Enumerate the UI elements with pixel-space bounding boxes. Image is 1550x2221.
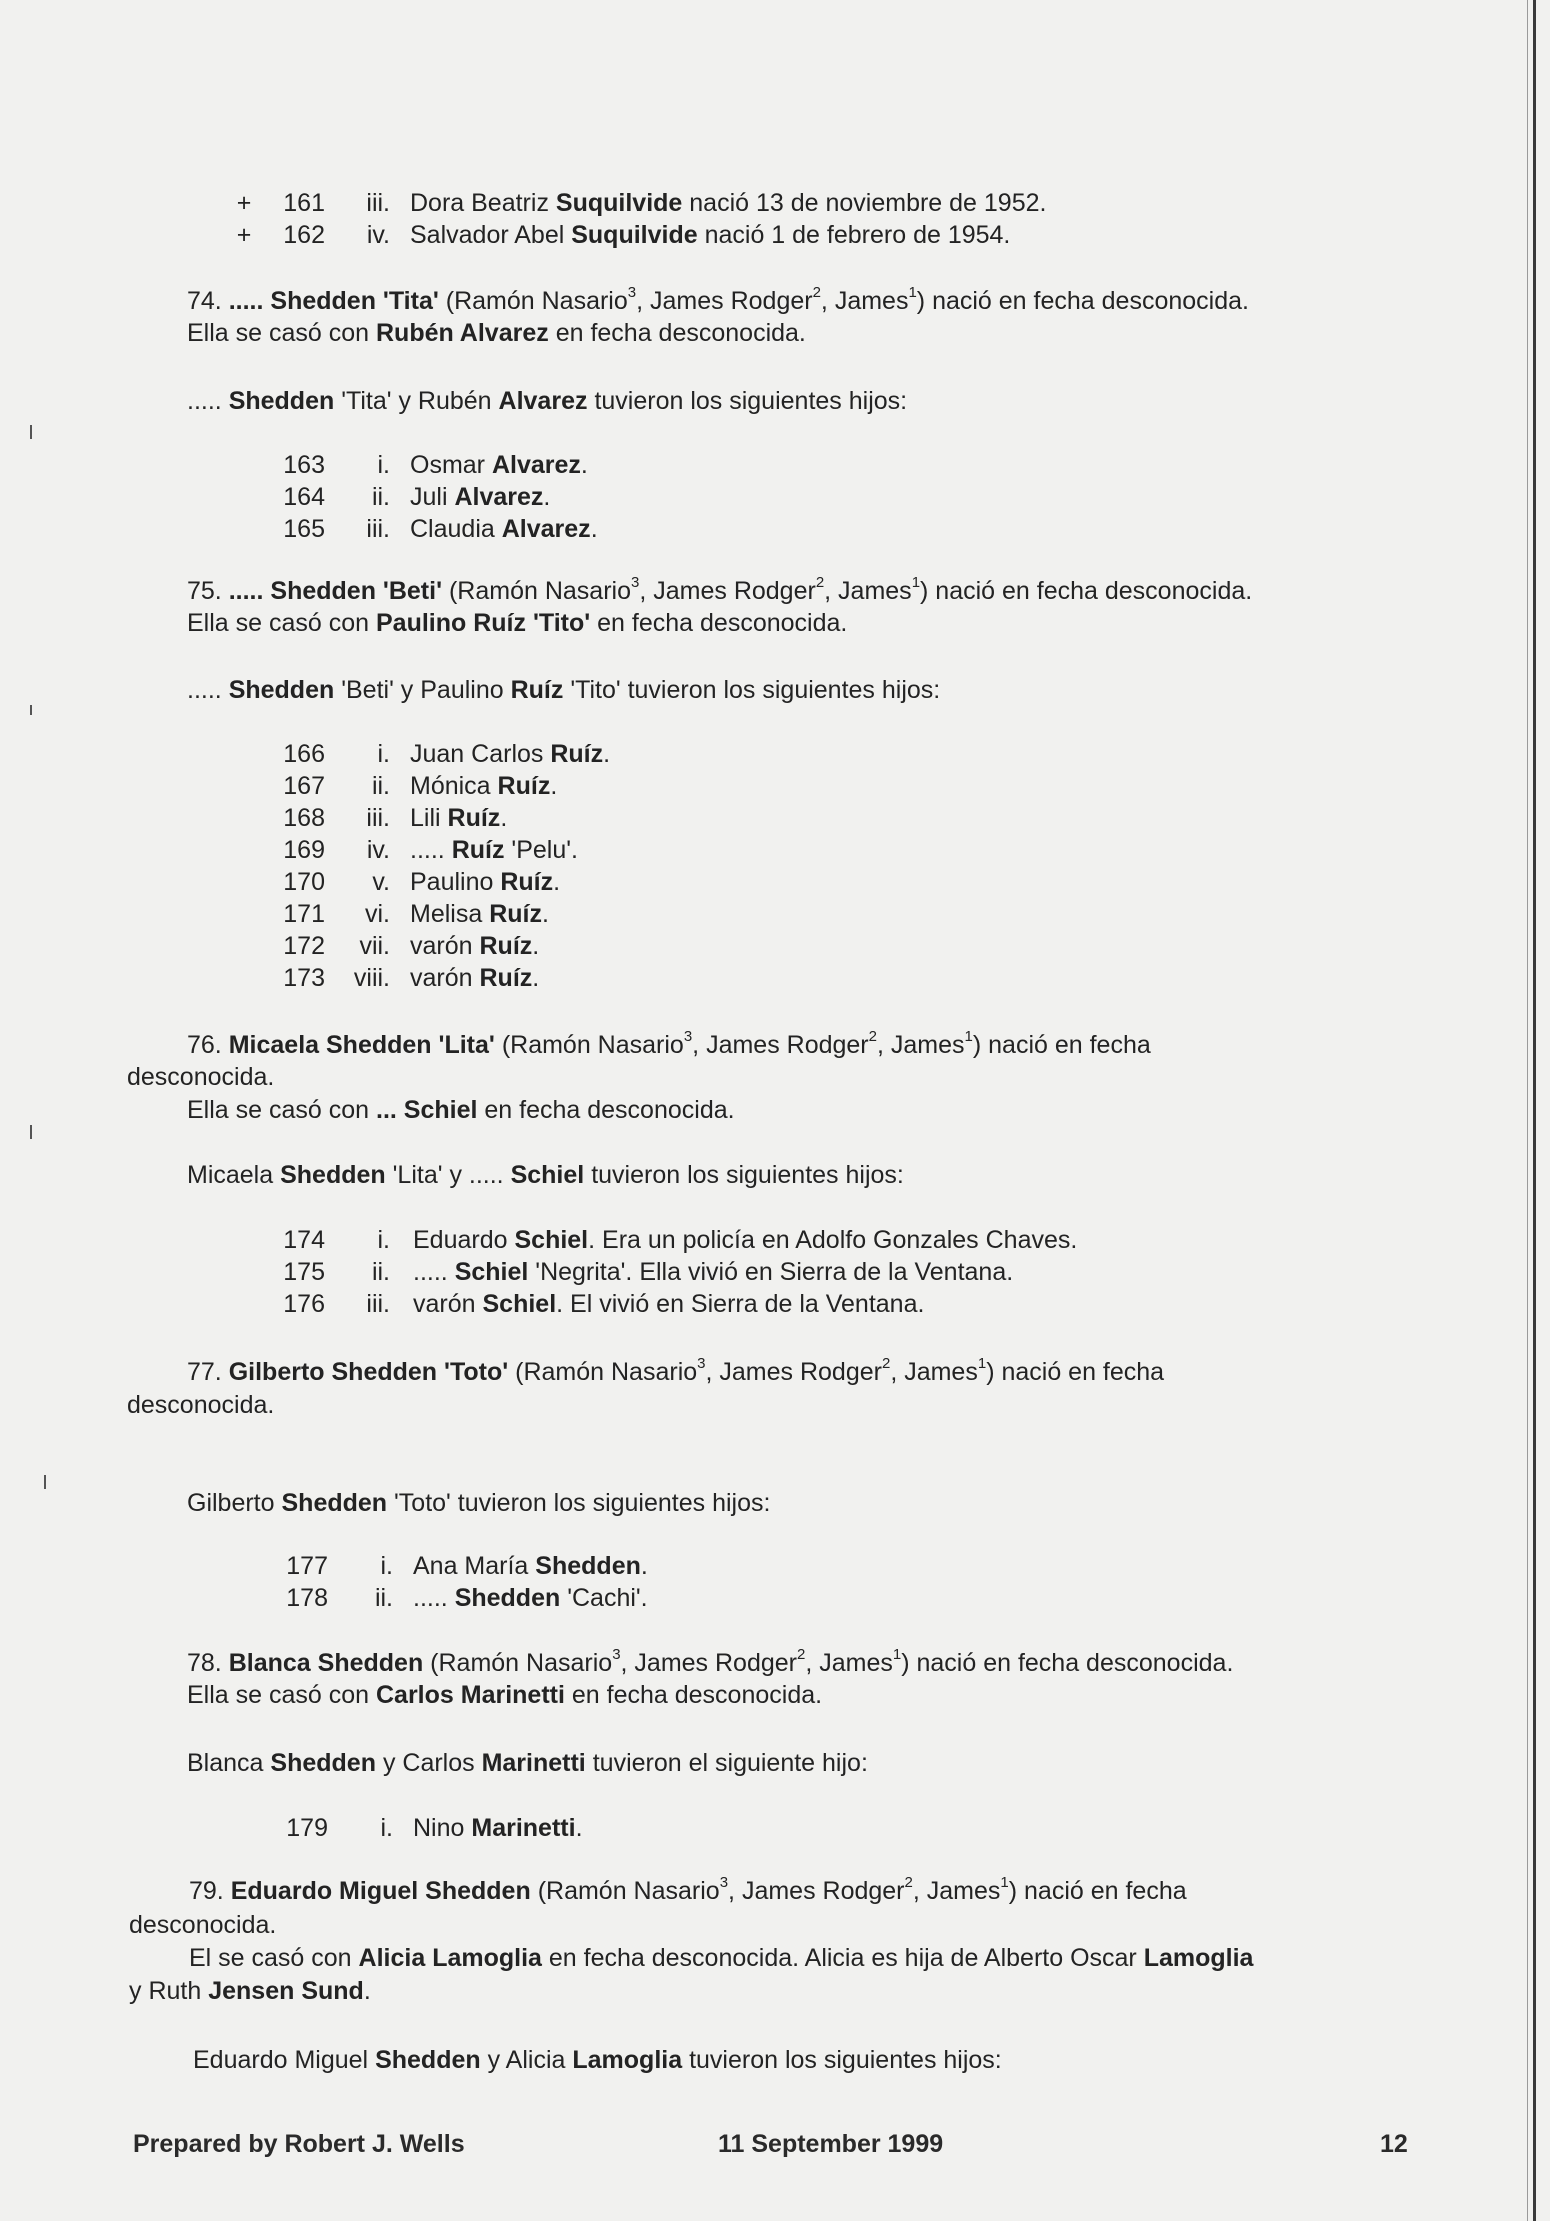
entry-78-heading: 78. Blanca Shedden (Ramón Nasario$^3$, James Rodger$^2$, James$^1$) nació en fecha desconocida. bbox=[187, 1645, 1234, 1677]
entry-75-marriage: Ella se casó con Paulino Ruíz 'Tito' en fecha desconocida. bbox=[187, 609, 848, 637]
scan-speck bbox=[30, 425, 32, 439]
entry-79-heading: 79. Eduardo Miguel Shedden (Ramón Nasario$^3$, James Rodger$^2$, James$^1$) nació en fecha bbox=[189, 1873, 1187, 1905]
entry-79-marriage-cont: y Ruth Jensen Sund. bbox=[129, 1977, 371, 2005]
entry-79-wrap: desconocida. bbox=[129, 1911, 277, 1939]
entry-76-children-intro: Micaela Shedden 'Lita' y ..... Schiel tuvieron los siguientes hijos: bbox=[187, 1161, 904, 1189]
entry-77-heading: 77. Gilberto Shedden 'Toto' (Ramón Nasario$^3$, James Rodger$^2$, James$^1$) nació en fecha bbox=[187, 1354, 1165, 1386]
page-edge-shadow bbox=[1527, 0, 1528, 2221]
page-number: 12 bbox=[1380, 2130, 1408, 2158]
footer-date: 11 September 1999 bbox=[718, 2130, 944, 2158]
entry-76-wrap: desconocida. bbox=[127, 1063, 275, 1091]
entry-74-marriage: Ella se casó con Rubén Alvarez en fecha desconocida. bbox=[187, 319, 806, 347]
entry-75-heading: 75. ..... Shedden 'Beti' (Ramón Nasario$^3$, James Rodger$^2$, James$^1$) nació en fecha desconocida. bbox=[187, 573, 1253, 605]
scan-speck bbox=[30, 705, 32, 715]
entry-74-heading: 74. ..... Shedden 'Tita' (Ramón Nasario$^3$, James Rodger$^2$, James$^1$) nació en fecha desconocida. bbox=[187, 283, 1249, 315]
entry-79-marriage: El se casó con Alicia Lamoglia en fecha desconocida. Alicia es hija de Alberto Oscar Lamoglia bbox=[189, 1944, 1254, 1972]
entry-77-wrap: desconocida. bbox=[127, 1391, 275, 1419]
entry-77-children-intro: Gilberto Shedden 'Toto' tuvieron los siguientes hijos: bbox=[187, 1489, 771, 1517]
entry-78-marriage: Ella se casó con Carlos Marinetti en fecha desconocida. bbox=[187, 1681, 823, 1709]
footer-prepared-by: Prepared by Robert J. Wells bbox=[133, 2130, 465, 2158]
entry-76-heading: 76. Micaela Shedden 'Lita' (Ramón Nasario$^3$, James Rodger$^2$, James$^1$) nació en fecha bbox=[187, 1027, 1151, 1059]
entry-76-marriage: Ella se casó con ... Schiel en fecha desconocida. bbox=[187, 1096, 735, 1124]
entry-79-children-intro: Eduardo Miguel Shedden y Alicia Lamoglia tuvieron los siguientes hijos: bbox=[193, 2046, 1002, 2074]
scan-speck bbox=[44, 1475, 46, 1489]
entry-75-children-intro: ..... Shedden 'Beti' y Paulino Ruíz 'Tito' tuvieron los siguientes hijos: bbox=[187, 676, 941, 704]
scan-speck bbox=[30, 1125, 32, 1139]
entry-74-children-intro: ..... Shedden 'Tita' y Rubén Alvarez tuvieron los siguientes hijos: bbox=[187, 387, 908, 415]
page-edge bbox=[1533, 0, 1536, 2221]
entry-78-children-intro: Blanca Shedden y Carlos Marinetti tuvieron el siguiente hijo: bbox=[187, 1749, 868, 1777]
